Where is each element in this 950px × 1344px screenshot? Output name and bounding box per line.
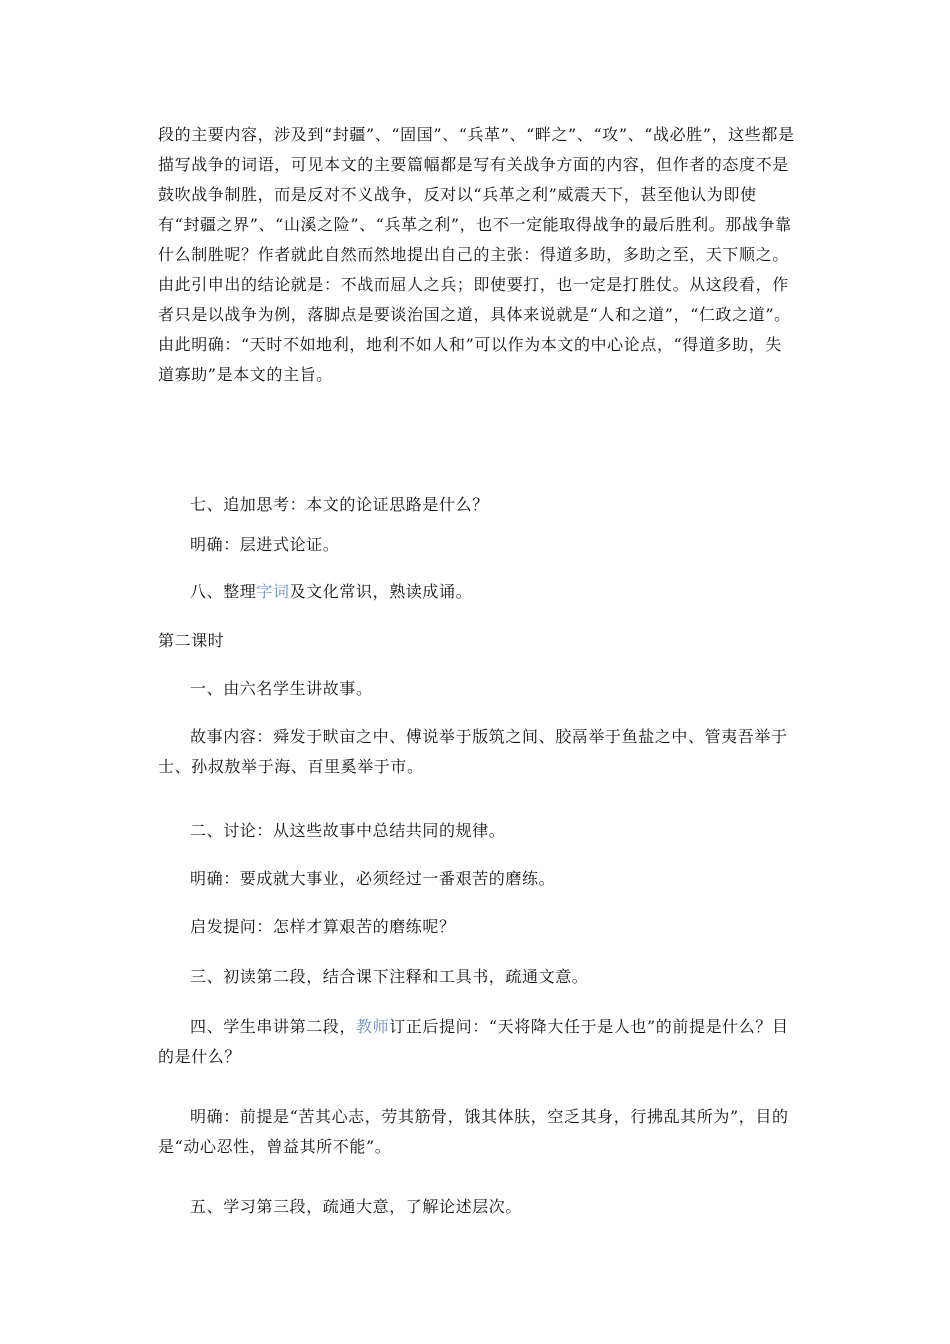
paragraph-step-2: 二、讨论：从这些故事中总结共同的规律。 (190, 821, 506, 840)
paragraph-question-7: 七、追加思考：本文的论证思路是什么？ (190, 495, 489, 514)
link-zici[interactable]: 字词 (256, 582, 290, 601)
paragraph-answer-step-4: 明确：前提是“苦其心志，劳其筋骨，饿其体肤，空乏其身，行拂乱其所为”，目的是“动心忍性，曾益其所不能”。 (158, 1107, 789, 1156)
paragraph-step-1: 一、由六名学生讲故事。 (190, 679, 373, 698)
step-4-text-before: 四、学生串讲第二段， (190, 1017, 357, 1036)
paragraph-step-5: 五、学习第三段，疏通大意，了解论述层次。 (190, 1197, 523, 1216)
paragraph-answer-step-2: 明确：要成就大事业，必须经过一番艰苦的磨练。 (190, 869, 556, 888)
paragraph-analysis: 段的主要内容，涉及到“封疆”、“固国”、“兵革”、“畔之”、“攻”、“战必胜”，这些都是描写战争的词语，可见本文的主要篇幅都是写有关战争方面的内容，但作者的态度不是鼓吹战争制胜，而是反对不义战争，反对以“兵革之利”威震天下，甚至他认为即使有“封疆之界”、“山溪之险”、“兵革之利”，也不一定能取得战争的最后胜利。那战争靠什么制胜呢？作者就此自然而然地提出自己的主张：得道多助，多助之至，天下顺之。由此引申出的结论就是：不战而屈人之兵；即使要打，也一定是打胜仗。从这段看，作者只是以战争为例，落脚点是要谈治国之道，具体来说就是“人和之道”，“仁政之道”。由此明确：“天时不如地利，地利不如人和”可以作为本文的中心论点，“得道多助，失道寡助”是本文的主旨。 (158, 125, 795, 384)
paragraph-item-8 (158, 577, 798, 607)
link-jiaoshi[interactable]: 教师 (356, 1017, 390, 1036)
step-4-text-after: 订正后提问：“天将降大任于是人也”的前提是什么？目的是什么？ (158, 1017, 789, 1066)
paragraph-story-content: 故事内容：舜发于畎亩之中、傅说举于版筑之间、胶鬲举于鱼盐之中、管夷吾举于士、孙叔敖举于海、百里奚举于市。 (158, 727, 788, 776)
paragraph-step-4 (158, 1012, 798, 1072)
paragraph-prompt-question: 启发提问：怎样才算艰苦的磨练呢？ (190, 917, 456, 936)
paragraph-step-3: 三、初读第二段，结合课下注释和工具书，疏通文意。 (190, 967, 589, 986)
item-8-text-before: 八、整理 (190, 582, 257, 601)
paragraph-answer-7: 明确：层进式论证。 (190, 535, 340, 554)
section-heading-lesson-2: 第二课时 (158, 631, 225, 650)
item-8-text-after: 及文化常识，熟读成诵。 (289, 582, 473, 601)
